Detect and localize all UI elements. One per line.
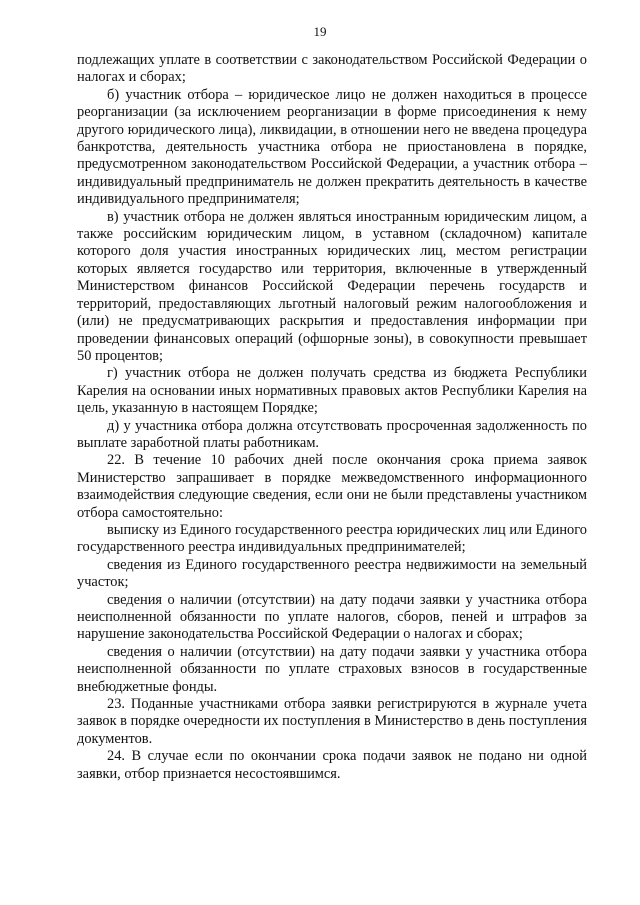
page-number: 19 (313, 24, 327, 39)
paragraph-item-v: в) участник отбора не должен являться иностранным юридическим лицом, а также российским юридическим лицом, в уставном (складочном) капитале которого доля участия иностранных юридических лиц, местом регистрации которых является государство или территория, включенные в утвержденный Министерством финансов Российской Федерации перечень государств и территорий, предоставляющих льготный налоговый режим налогообложения и (или) не предусматривающих раскрытия и предоставления информации при проведении финансовых операций (офшорные зоны), в совокупности превышает 50 процентов; (77, 208, 587, 364)
paragraph-tax-obligations: сведения о наличии (отсутствии) на дату подачи заявки у участника отбора неисполненной обязанности по уплате налогов, сборов, пеней и штрафов за нарушение законодательства Российской Федерации о налогах и сборах; (77, 591, 587, 643)
paragraph-item-g: г) участник отбора не должен получать средства из бюджета Республики Карелия на основании иных нормативных правовых актов Республики Карелия на цель, указанную в настоящем Порядке; (77, 365, 587, 417)
document-body (77, 52, 587, 783)
paragraph-insurance-obligations: сведения о наличии (отсутствии) на дату подачи заявки у участника отбора неисполненной обязанности по уплате страховых взносов в государственные внебюджетные фонды. (77, 643, 587, 695)
paragraph-continuation: подлежащих уплате в соответствии с законодательством Российской Федерации о налогах и сборах; (77, 52, 587, 86)
paragraph-clause-22: 22. В течение 10 рабочих дней после окончания срока приема заявок Министерство запрашивает в порядке межведомственного информационного взаимодействия следующие сведения, если они не были представлены участником отбора самостоятельно: (77, 452, 587, 521)
paragraph-item-d: д) у участника отбора должна отсутствовать просроченная задолженность по выплате заработной платы работникам. (77, 417, 587, 451)
paragraph-extract-egrul: выписку из Единого государственного реестра юридических лиц или Единого государственного реестра индивидуальных предпринимателей; (77, 521, 587, 556)
paragraph-clause-23: 23. Поданные участниками отбора заявки регистрируются в журнале учета заявок в порядке очередности их поступления в Министерство в день поступления документов. (77, 696, 587, 747)
paragraph-extract-egrn: сведения из Единого государственного реестра недвижимости на земельный участок; (77, 556, 587, 591)
paragraph-item-b: б) участник отбора – юридическое лицо не должен находиться в процессе реорганизации (за исключением реорганизации в форме присоединения к нему другого юридического лица), ликвидации, в отношении него не введена процедура банкротства, деятельность участника отбора не приостановлена в порядке, предусмотренном законодательством Российской Федерации, а участник отбора – индивидуальный предприниматель не должен прекратить деятельность в качестве индивидуального предпринимателя; (77, 86, 587, 208)
paragraph-clause-24: 24. В случае если по окончании срока подачи заявок не подано ни одной заявки, отбор признается несостоявшимся. (77, 748, 587, 782)
